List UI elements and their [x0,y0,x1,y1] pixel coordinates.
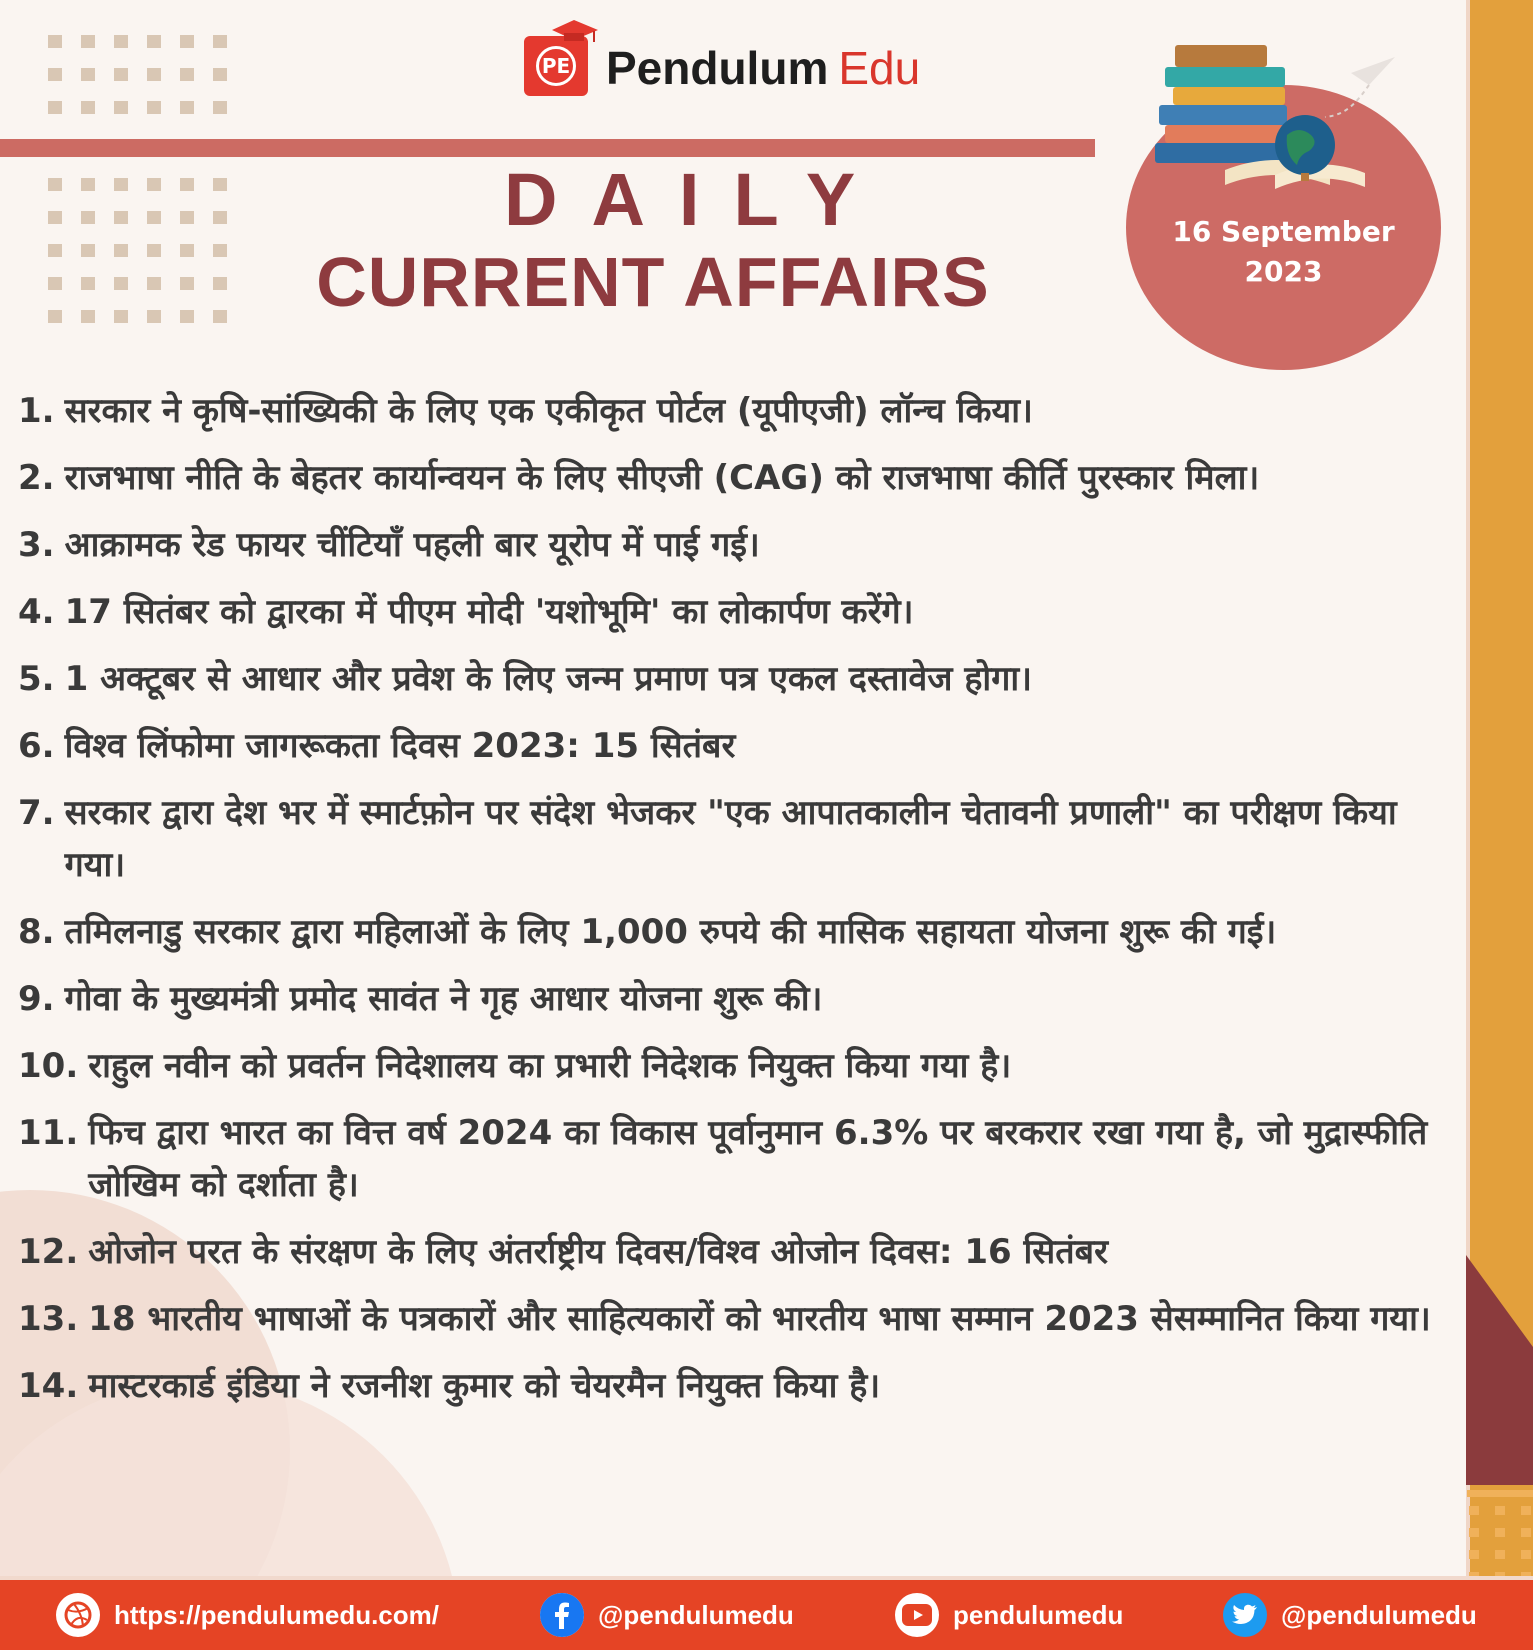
list-item [18,385,1438,437]
item-text: राहुल नवीन को प्रवर्तन निदेशालय का प्रभारी निदेशक नियुक्त किया गया है। [88,1046,1012,1086]
twitter-icon [1223,1593,1267,1637]
item-number: 12. [18,1232,79,1272]
footer-website[interactable] [56,1590,439,1640]
brand-logo [520,18,920,98]
list-item [18,653,1438,705]
item-text: तमिलनाडु सरकार द्वारा महिलाओं के लिए 1,000 रुपये की मासिक सहायता योजना शुरू की गई। [64,912,1277,952]
youtube-icon [895,1593,939,1637]
title-current-affairs: CURRENT AFFAIRS [316,243,990,321]
logo-box [524,36,588,96]
footer-twitter[interactable] [1223,1590,1477,1640]
books-icon [1155,35,1405,205]
graduation-cap-icon [550,18,600,44]
news-list [18,385,1438,1427]
item-number: 7. [18,793,55,833]
date-label [1126,212,1441,292]
item-text: राजभाषा नीति के बेहतर कार्यान्वयन के लिए सीएजी (CAG) को राजभाषा कीर्ति पुरस्कार मिला। [64,458,1260,498]
list-item [18,720,1438,772]
list-item [18,787,1438,891]
facebook-handle[interactable]: @pendulumedu [598,1599,794,1630]
footer-bar [0,1576,1533,1650]
item-text: मास्टरकार्ड इंडिया ने रजनीश कुमार को चेयरमैन नियुक्त किया है। [88,1366,881,1406]
twitter-handle[interactable]: @pendulumedu [1281,1599,1477,1630]
header-rule [0,139,1095,157]
list-item [18,1360,1438,1412]
list-item [18,519,1438,571]
logo-monogram: PE [536,46,576,86]
item-text: 18 भारतीय भाषाओं के पत्रकारों और साहित्यकारों को भारतीय भाषा सम्मान 2023 सेसम्मानित किया गया। [88,1299,1431,1339]
list-item [18,973,1438,1025]
item-number: 1. [18,391,55,431]
brand-suffix: Edu [838,42,921,94]
footer-facebook[interactable] [540,1590,794,1640]
item-text: विश्व लिंफोमा जागरूकता दिवस 2023: 15 सितंबर [64,726,736,766]
item-number: 6. [18,726,55,766]
item-number: 9. [18,979,55,1019]
item-text: 17 सितंबर को द्वारका में पीएम मोदी 'यशोभूमि' का लोकार्पण करेंगे। [64,592,914,632]
youtube-channel[interactable]: pendulumedu [953,1599,1124,1630]
item-number: 2. [18,458,55,498]
footer-youtube[interactable] [895,1590,1123,1640]
list-item [18,1226,1438,1278]
item-text: सरकार द्वारा देश भर में स्मार्टफ़ोन पर संदेश भेजकर "एक आपातकालीन चेतावनी प्रणाली" का परीक्षण किया गया। [64,793,1397,885]
item-text: आक्रामक रेड फायर चींटियाँ पहली बार यूरोप में पाई गई। [64,525,760,565]
list-item [18,586,1438,638]
dot-grid-top [48,35,227,114]
item-number: 11. [18,1113,79,1153]
list-item [18,1040,1438,1092]
item-number: 3. [18,525,55,565]
item-text: 1 अक्टूबर से आधार और प्रवेश के लिए जन्म प्रमाण पत्र एकल दस्तावेज होगा। [64,659,1033,699]
date-day-month: 16 September [1172,215,1395,248]
dot-grid-bottom [48,178,227,323]
item-text: ओजोन परत के संरक्षण के लिए अंतर्राष्ट्रीय दिवस/विश्व ओजोन दिवस: 16 सितंबर [88,1232,1108,1272]
item-number: 8. [18,912,55,952]
item-number: 5. [18,659,55,699]
title-daily: DAILY [504,158,890,241]
item-number: 10. [18,1046,79,1086]
logo-mark [520,18,594,98]
item-number: 14. [18,1366,79,1406]
item-number: 13. [18,1299,79,1339]
list-item [18,1293,1438,1345]
item-text: फिच द्वारा भारत का वित्त वर्ष 2024 का विकास पूर्वानुमान 6.3% पर बरकरार रखा गया है, जो मुद्रास्फीति जोखिम को दर्शाता है। [88,1113,1428,1205]
paper-plane-icon [1325,57,1395,117]
facebook-icon [540,1593,584,1637]
list-item [18,452,1438,504]
item-text: गोवा के मुख्यमंत्री प्रमोद सावंत ने गृह आधार योजना शुरू की। [64,979,823,1019]
list-item [18,1107,1438,1211]
item-number: 4. [18,592,55,632]
item-text: सरकार ने कृषि-सांख्यिकी के लिए एक एकीकृत पोर्टल (यूपीएजी) लॉन्च किया। [64,391,1033,431]
list-item [18,906,1438,958]
date-year: 2023 [1244,255,1323,288]
website-link[interactable]: https://pendulumedu.com/ [114,1599,439,1630]
brand-name: Pendulum [606,42,829,94]
dribbble-icon [56,1593,100,1637]
